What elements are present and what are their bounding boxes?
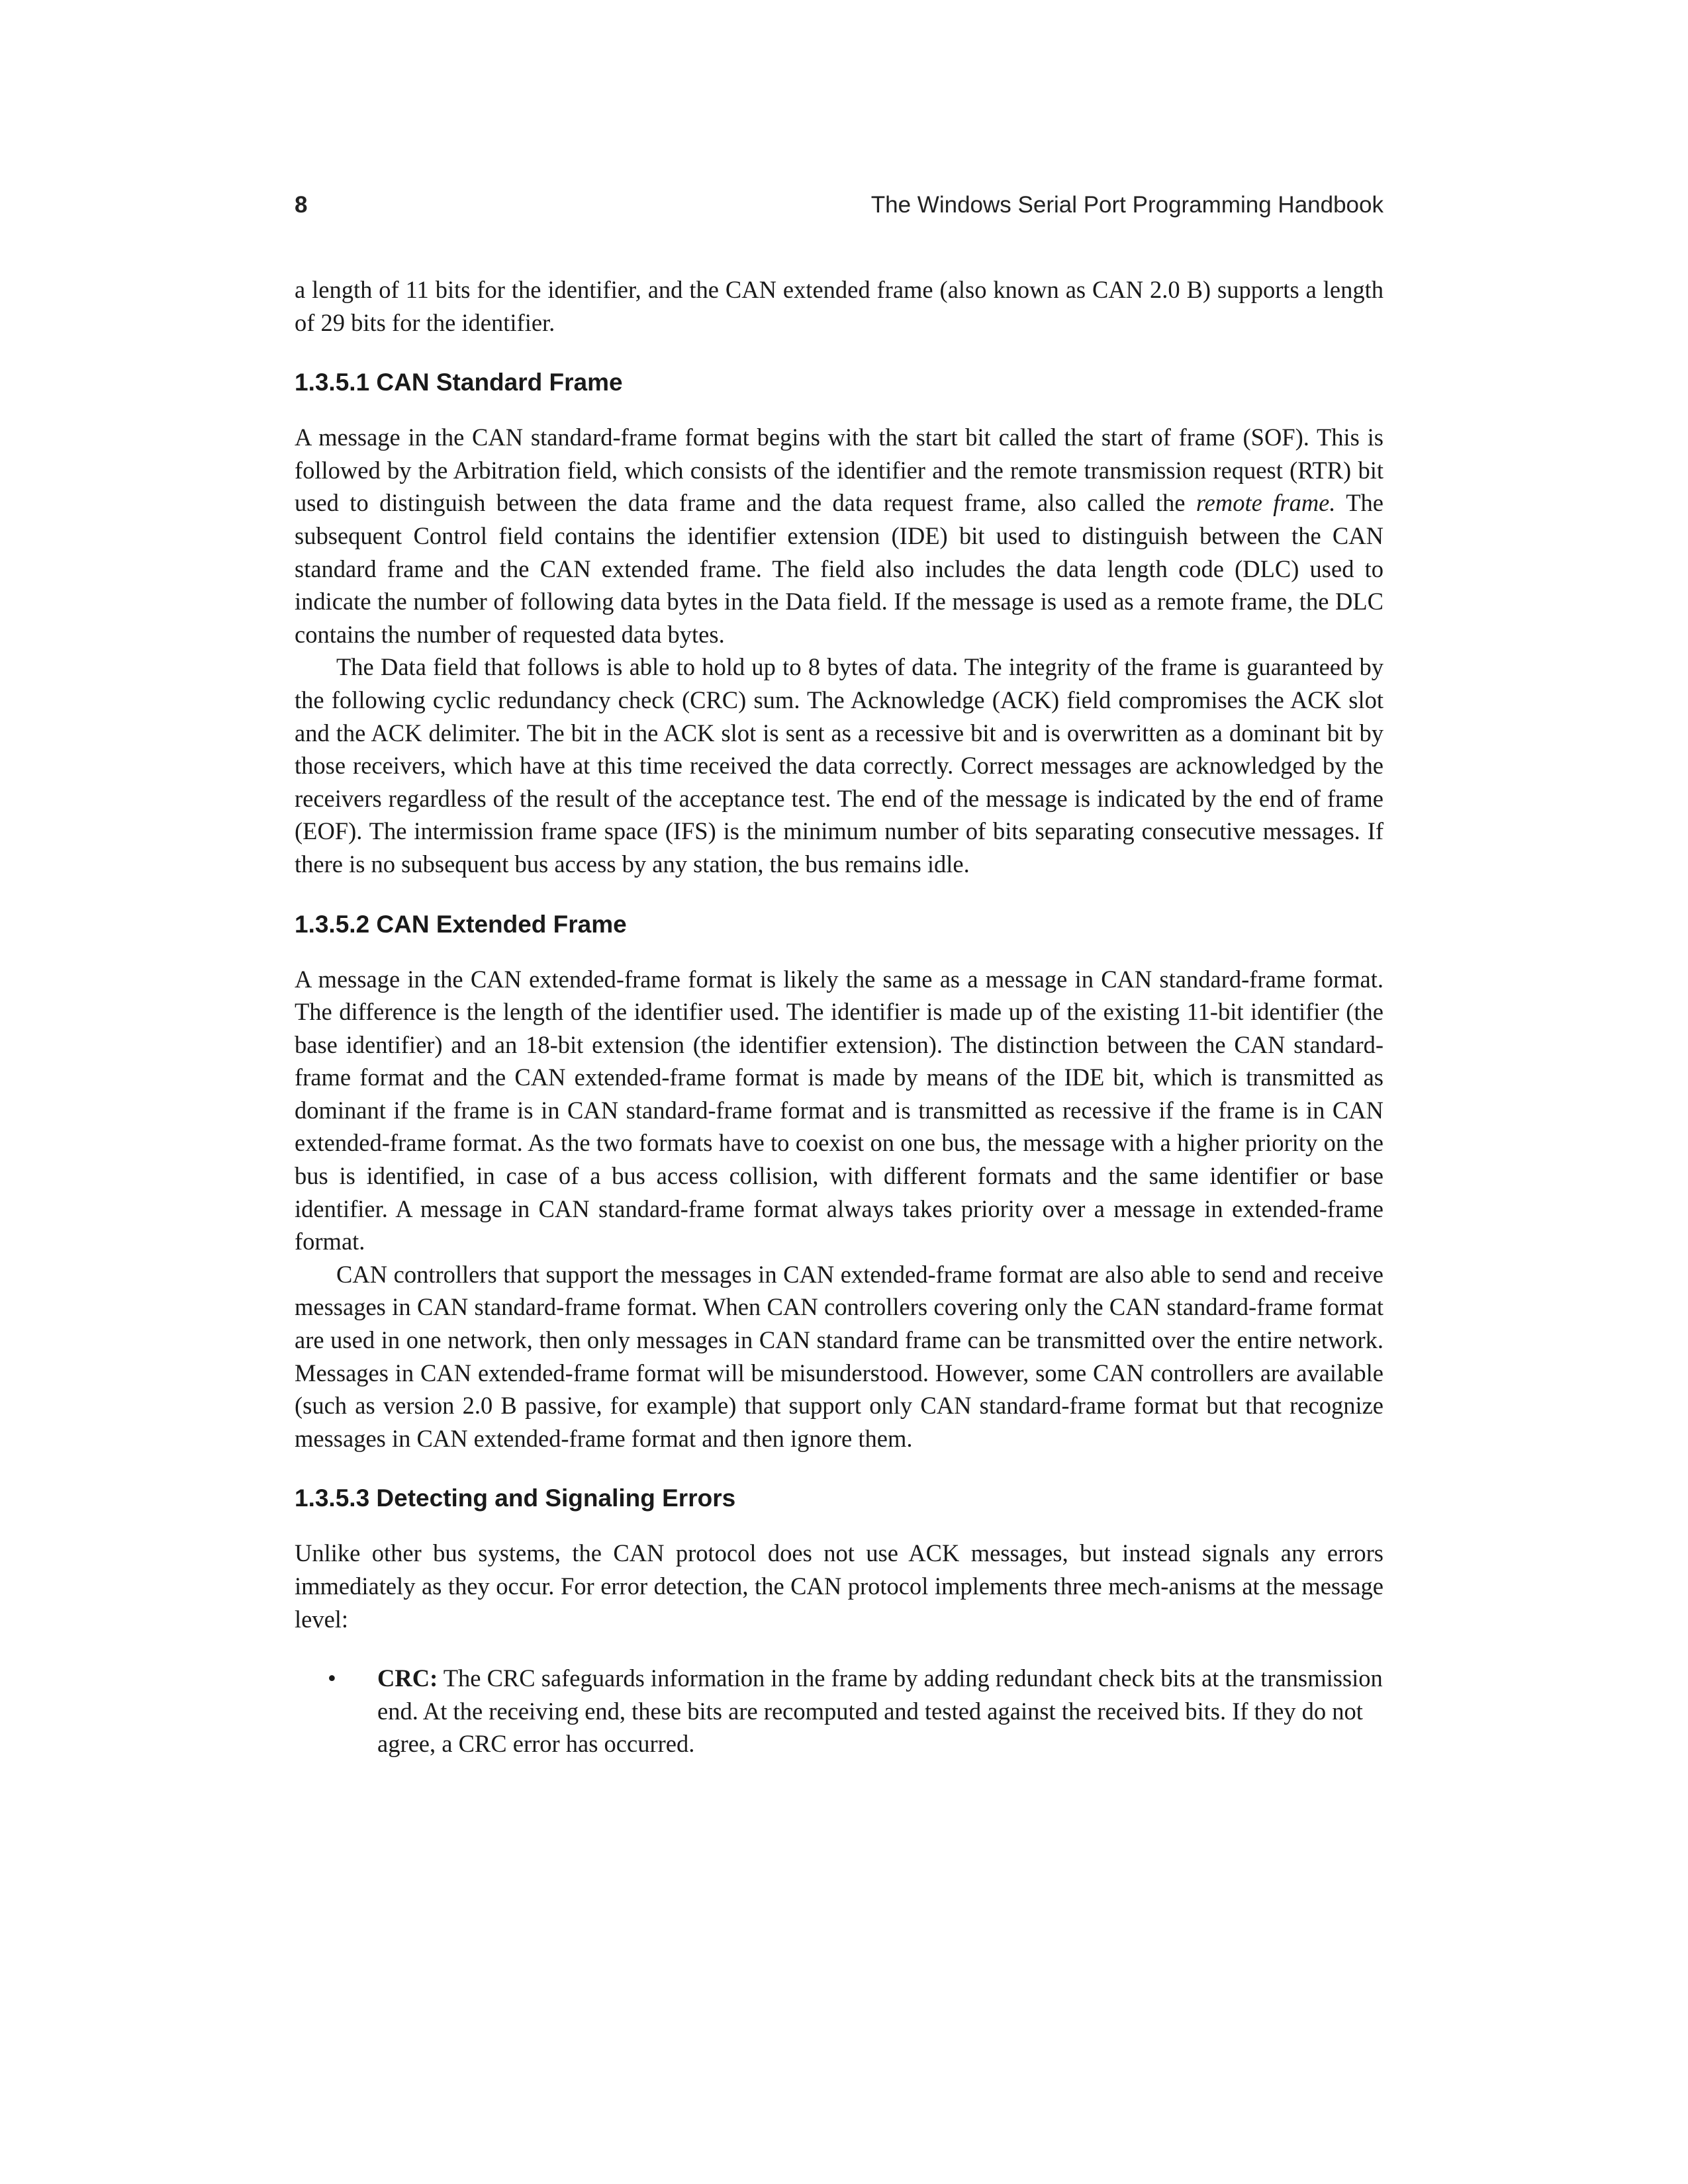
bullet-list: [295, 1662, 1383, 1760]
paragraph: A message in the CAN extended-frame format is likely the same as a message in CAN standard-frame format. The difference is the length of the identifier used. The identifier is made up of the existing 11-bit identifier (the base identifier) and an 18-bit extension (the identifier extension). The distinction between the CAN standard-frame format and the CAN extended-frame format is made by means of the IDE bit, which is transmitted as dominant if the frame is in CAN standard-frame format and is transmitted as recessive if the frame is in CAN extended-frame format. As the two formats have to coexist on one bus, the message with a higher priority on the bus is identified, in case of a bus access collision, with different formats and the same identifier or base identifier. A message in CAN standard-frame format always takes priority over a message in extended-frame format.: [295, 965, 1383, 1255]
running-head: [295, 192, 1383, 232]
section-can-standard-frame: [295, 367, 1383, 880]
book-title: The Windows Serial Port Programming Handbook: [870, 192, 1383, 218]
section-heading: 1.3.5.1 CAN Standard Frame: [295, 369, 623, 396]
paragraph: The Data field that follows is able to hold up to 8 bytes of data. The integrity of the frame is guaranteed by the following cyclic redundancy check (CRC) sum. The Acknowledge (ACK) field compromises the ACK slot and the ACK delimiter. The bit in the ACK slot is sent as a recessive bit and is overwritten as a dominant bit by those receivers, which have at this time received the data correctly. Correct messages are acknowledged by the receivers regardless of the result of the acceptance test. The end of the message is indicated by the end of frame (EOF). The intermission frame space (IFS) is the minimum number of bits separating consecutive messages. If there is no subsequent bus access by any station, the bus remains idle.: [295, 653, 1383, 878]
bullet-term: CRC:: [377, 1664, 438, 1692]
emphasis-remote-frame: remote frame.: [1196, 489, 1336, 517]
intro-paragraph: a length of 11 bits for the identifier, and the CAN extended frame (also known as CAN 2.0 B) supports a length of 29 bits for the identifier.: [295, 276, 1383, 336]
bullet-text: The CRC safeguards information in the frame by adding redundant check bits at the transmission end. At the receiving end, these bits are recomputed and tested against the received bits. If they do not agree, a CRC error has occurred.: [377, 1664, 1383, 1758]
main-text: [295, 273, 1383, 1760]
section-heading: 1.3.5.2 CAN Extended Frame: [295, 910, 627, 938]
paragraph-text: The subsequent Control field contains the identifier extension (IDE) bit used to distinguish between the CAN standard frame and the CAN extended frame. The field also includes the data length code (DLC) used to indicate the number of following data bytes in the Data field. If the message is used as a remote frame, the DLC contains the number of requested data bytes.: [295, 489, 1384, 648]
list-item: [295, 1662, 1383, 1760]
section-heading: 1.3.5.3 Detecting and Signaling Errors: [295, 1484, 736, 1512]
section-detecting-errors: [295, 1482, 1383, 1760]
paragraph: CAN controllers that support the messages in CAN extended-frame format are also able to send and receive messages in CAN standard-frame format. When CAN controllers covering only the CAN standard-frame format are used in one network, then only messages in CAN standard frame can be transmitted over the entire network. Messages in CAN extended-frame format will be misunderstood. However, some CAN controllers are available (such as version 2.0 B passive, for example) that support only CAN standard-frame format but that recognize messages in CAN extended-frame format and then ignore them.: [295, 1260, 1383, 1452]
paragraph: [295, 421, 1383, 651]
book-page: [295, 192, 1383, 1760]
section-can-extended-frame: [295, 909, 1383, 1455]
page-number: 8: [295, 192, 308, 218]
paragraph-text: A message in the CAN standard-frame format begins with the start bit called the start of frame (SOF). This is followed by the Arbitration field, which consists of the identifier and the remote transmission request (RTR) bit used to distinguish between the data frame and the data request frame, also called the: [295, 424, 1383, 517]
bullet-icon: •: [328, 1664, 336, 1692]
paragraph: Unlike other bus systems, the CAN protocol does not use ACK messages, but instead signals any errors immediately as they occur. For error detection, the CAN protocol implements three mech-anisms at the message level:: [295, 1539, 1383, 1633]
